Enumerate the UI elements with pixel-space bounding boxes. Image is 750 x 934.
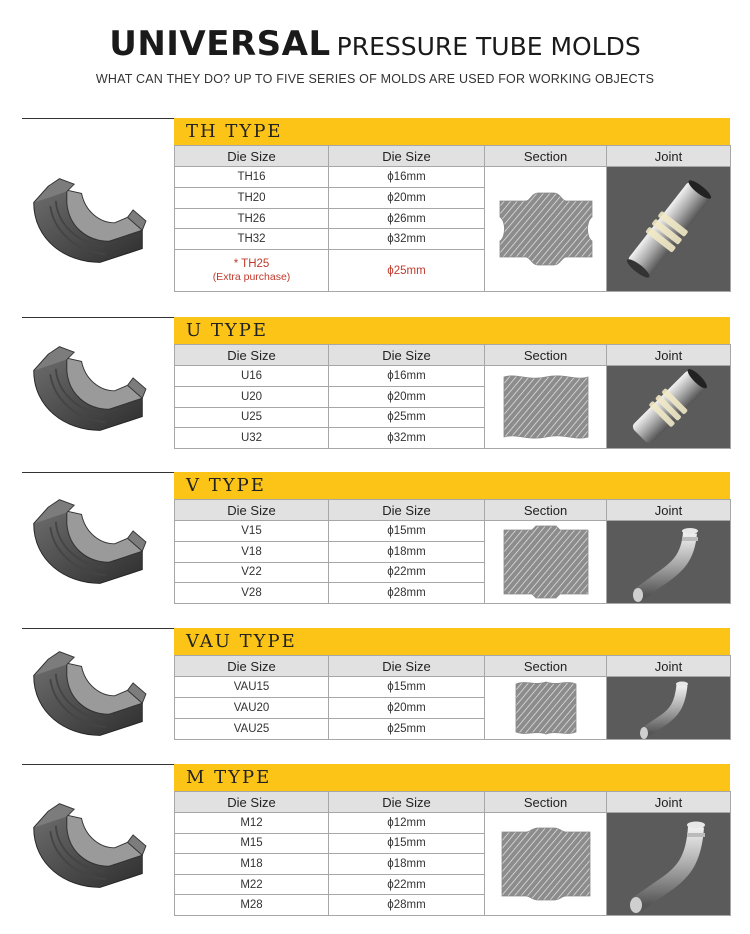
extra-model: * TH25 [233, 258, 270, 271]
col-section: Section [485, 345, 607, 366]
model-cell: M18 [175, 854, 329, 875]
elbow-joint-icon [608, 521, 730, 603]
section-diagram [496, 522, 596, 602]
section-cell [485, 813, 607, 916]
model-cell: TH26 [175, 208, 329, 229]
model-cell: V18 [175, 541, 329, 562]
size-cell: ϕ25mm [329, 719, 485, 740]
col-joint: Joint [607, 792, 731, 813]
model-cell: TH16 [175, 167, 329, 188]
col-die-size-2: Die Size [329, 146, 485, 167]
section-divider [22, 317, 174, 318]
mold-icon [28, 496, 148, 588]
col-joint: Joint [607, 146, 731, 167]
size-cell: ϕ28mm [329, 895, 485, 916]
type-header [174, 472, 730, 499]
col-section: Section [485, 146, 607, 167]
size-cell: ϕ15mm [329, 833, 485, 854]
col-die-size-2: Die Size [329, 656, 485, 677]
mold-icon [28, 648, 148, 740]
model-cell: M15 [175, 833, 329, 854]
spec-table [174, 145, 731, 292]
elbow-joint-icon [608, 677, 730, 739]
spec-table [174, 791, 731, 916]
col-section: Section [485, 656, 607, 677]
section-divider [22, 472, 174, 473]
section-vau [0, 628, 750, 740]
size-cell: ϕ16mm [329, 167, 485, 188]
section-m [0, 764, 750, 918]
type-label: TH TYPE [186, 121, 283, 142]
model-cell: TH20 [175, 187, 329, 208]
type-header [174, 628, 730, 655]
type-label: VAU TYPE [186, 631, 297, 652]
section-diagram [496, 369, 596, 445]
type-label: U TYPE [186, 320, 269, 341]
spec-table [174, 499, 731, 604]
table-header-row [175, 500, 731, 521]
col-joint: Joint [607, 500, 731, 521]
straight-joint-icon [608, 167, 730, 291]
size-cell: ϕ22mm [329, 874, 485, 895]
size-cell: ϕ22mm [329, 562, 485, 583]
mold-icon [28, 343, 148, 435]
section-diagram [496, 824, 596, 904]
model-cell: V15 [175, 521, 329, 542]
joint-cell [607, 813, 731, 916]
col-die-size: Die Size [175, 345, 329, 366]
type-header [174, 764, 730, 791]
size-cell: ϕ15mm [329, 521, 485, 542]
type-header [174, 317, 730, 344]
table-row [175, 677, 731, 698]
model-cell: TH32 [175, 229, 329, 250]
section-cell [485, 521, 607, 604]
straight-joint-icon [608, 366, 730, 448]
size-cell: ϕ25mm [329, 407, 485, 428]
section-divider [22, 764, 174, 765]
extra-note: (Extra purchase) [212, 271, 291, 284]
joint-cell [607, 366, 731, 449]
joint-cell [607, 167, 731, 292]
col-die-size-2: Die Size [329, 500, 485, 521]
col-section: Section [485, 792, 607, 813]
size-cell: ϕ32mm [329, 229, 485, 250]
type-header [174, 118, 730, 145]
elbow-joint-icon [608, 813, 730, 915]
size-cell-extra: ϕ25mm [329, 250, 485, 292]
mold-icon [28, 800, 148, 892]
section-diagram [496, 187, 596, 271]
table-row [175, 167, 731, 188]
joint-cell [607, 521, 731, 604]
model-cell: M28 [175, 895, 329, 916]
size-cell: ϕ20mm [329, 386, 485, 407]
section-th [0, 118, 750, 293]
size-cell: ϕ18mm [329, 541, 485, 562]
col-joint: Joint [607, 656, 731, 677]
col-die-size: Die Size [175, 146, 329, 167]
table-header-row [175, 656, 731, 677]
section-u [0, 317, 750, 447]
size-cell: ϕ15mm [329, 677, 485, 698]
table-header-row [175, 146, 731, 167]
title-bold: UNIVERSAL [109, 24, 331, 64]
section-cell [485, 167, 607, 292]
section-divider [22, 628, 174, 629]
joint-cell [607, 677, 731, 740]
table-header-row [175, 792, 731, 813]
type-label: M TYPE [186, 767, 272, 788]
page-subtitle: WHAT CAN THEY DO? UP TO FIVE SERIES OF MOLDS ARE USED FOR WORKING OBJECTS [95, 72, 655, 86]
model-cell-extra [175, 250, 329, 292]
col-die-size: Die Size [175, 656, 329, 677]
spec-table [174, 344, 731, 449]
title-rest: PRESSURE TUBE MOLDS [336, 32, 641, 61]
col-die-size-2: Die Size [329, 792, 485, 813]
col-die-size: Die Size [175, 500, 329, 521]
model-cell: VAU20 [175, 698, 329, 719]
section-cell [485, 366, 607, 449]
size-cell: ϕ20mm [329, 698, 485, 719]
col-joint: Joint [607, 345, 731, 366]
table-row [175, 521, 731, 542]
model-cell: VAU25 [175, 719, 329, 740]
type-label: V TYPE [186, 475, 266, 496]
section-diagram [506, 678, 586, 738]
size-cell: ϕ12mm [329, 813, 485, 834]
model-cell: V22 [175, 562, 329, 583]
size-cell: ϕ26mm [329, 208, 485, 229]
col-die-size-2: Die Size [329, 345, 485, 366]
table-row [175, 366, 731, 387]
model-cell: M12 [175, 813, 329, 834]
table-header-row [175, 345, 731, 366]
spec-table [174, 655, 731, 740]
model-cell: U25 [175, 407, 329, 428]
size-cell: ϕ28mm [329, 583, 485, 604]
section-cell [485, 677, 607, 740]
col-section: Section [485, 500, 607, 521]
col-die-size: Die Size [175, 792, 329, 813]
size-cell: ϕ16mm [329, 366, 485, 387]
size-cell: ϕ20mm [329, 187, 485, 208]
page-title [0, 24, 750, 64]
model-cell: V28 [175, 583, 329, 604]
model-cell: U20 [175, 386, 329, 407]
model-cell: M22 [175, 874, 329, 895]
mold-icon [28, 175, 148, 267]
section-v [0, 472, 750, 604]
table-row [175, 813, 731, 834]
model-cell: U32 [175, 428, 329, 449]
model-cell: VAU15 [175, 677, 329, 698]
section-divider [22, 118, 174, 119]
model-cell: U16 [175, 366, 329, 387]
size-cell: ϕ32mm [329, 428, 485, 449]
size-cell: ϕ18mm [329, 854, 485, 875]
